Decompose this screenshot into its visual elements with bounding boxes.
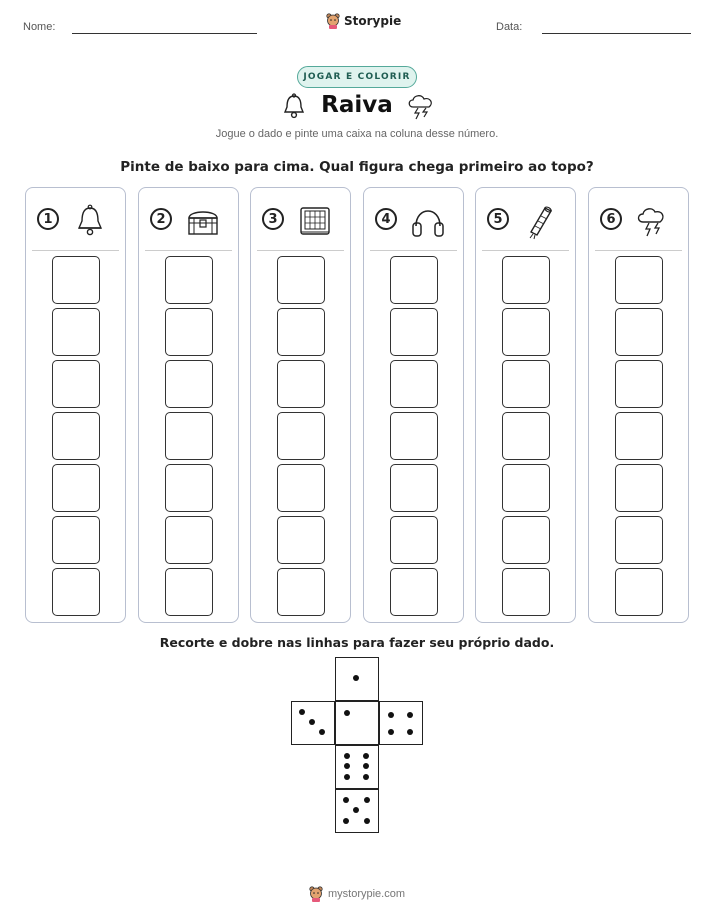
die-pip bbox=[309, 719, 315, 725]
bell-icon bbox=[71, 202, 109, 240]
color-box[interactable] bbox=[52, 360, 100, 408]
color-box[interactable] bbox=[165, 256, 213, 304]
color-box[interactable] bbox=[277, 568, 325, 616]
treasure-chest-icon bbox=[184, 202, 222, 240]
die-pip bbox=[353, 807, 359, 813]
die-pip bbox=[319, 729, 325, 735]
color-box[interactable] bbox=[390, 516, 438, 564]
color-box[interactable] bbox=[390, 256, 438, 304]
die-pip bbox=[344, 774, 350, 780]
die-pip bbox=[343, 818, 349, 824]
color-box[interactable] bbox=[165, 360, 213, 408]
die-pip bbox=[407, 729, 413, 735]
color-box[interactable] bbox=[615, 516, 663, 564]
color-box[interactable] bbox=[502, 464, 550, 512]
color-box[interactable] bbox=[390, 464, 438, 512]
die-pip bbox=[344, 763, 350, 769]
column-divider bbox=[257, 250, 344, 251]
bear-logo-icon bbox=[326, 13, 340, 29]
color-box[interactable] bbox=[615, 568, 663, 616]
color-box[interactable] bbox=[165, 412, 213, 460]
subtitle: Jogue o dado e pinte uma caixa na coluna desse número. bbox=[215, 128, 499, 140]
column-divider bbox=[32, 250, 119, 251]
name-line[interactable] bbox=[72, 33, 257, 34]
column-number: 4 bbox=[375, 208, 397, 230]
color-box[interactable] bbox=[52, 256, 100, 304]
footer bbox=[0, 886, 714, 902]
activity-badge: JOGAR E COLORIR bbox=[297, 66, 417, 88]
name-label: Nome: bbox=[23, 21, 56, 33]
color-box[interactable] bbox=[615, 360, 663, 408]
die-face-1 bbox=[335, 701, 379, 745]
column-1 bbox=[25, 187, 126, 623]
bear-logo-icon bbox=[309, 886, 323, 902]
die-pip bbox=[344, 753, 350, 759]
die-instruction: Recorte e dobre nas linhas para fazer seu próprio dado. bbox=[159, 635, 555, 650]
color-box[interactable] bbox=[165, 568, 213, 616]
color-box[interactable] bbox=[165, 516, 213, 564]
footer-url: mystorypie.com bbox=[327, 888, 406, 900]
color-box[interactable] bbox=[165, 464, 213, 512]
die-face-1 bbox=[335, 657, 379, 701]
color-box[interactable] bbox=[502, 516, 550, 564]
die-pip bbox=[363, 763, 369, 769]
die-pip bbox=[299, 709, 305, 715]
column-2 bbox=[138, 187, 239, 623]
column-3 bbox=[250, 187, 351, 623]
color-box[interactable] bbox=[615, 308, 663, 356]
column-number: 1 bbox=[37, 208, 59, 230]
column-number: 6 bbox=[600, 208, 622, 230]
instruction-text: Pinte de baixo para cima. Qual figura chega primeiro ao topo? bbox=[120, 159, 594, 175]
die-pip bbox=[364, 797, 370, 803]
color-box[interactable] bbox=[52, 464, 100, 512]
color-box[interactable] bbox=[390, 360, 438, 408]
die-pip bbox=[353, 675, 359, 681]
column-5 bbox=[475, 187, 576, 623]
color-box[interactable] bbox=[277, 256, 325, 304]
column-divider bbox=[145, 250, 232, 251]
date-line[interactable] bbox=[542, 33, 691, 34]
column-4 bbox=[363, 187, 464, 623]
die-pip bbox=[343, 797, 349, 803]
brand-name: Storypie bbox=[344, 14, 402, 28]
color-box[interactable] bbox=[390, 308, 438, 356]
die-pip bbox=[388, 729, 394, 735]
die-pip bbox=[363, 774, 369, 780]
die-pip bbox=[364, 818, 370, 824]
color-box[interactable] bbox=[615, 412, 663, 460]
column-6 bbox=[588, 187, 689, 623]
color-box[interactable] bbox=[52, 412, 100, 460]
column-number: 2 bbox=[150, 208, 172, 230]
column-divider bbox=[482, 250, 569, 251]
die-face-6 bbox=[335, 745, 379, 789]
die-pip bbox=[344, 710, 350, 716]
die-pip bbox=[388, 712, 394, 718]
color-box[interactable] bbox=[615, 256, 663, 304]
color-box[interactable] bbox=[277, 412, 325, 460]
color-box[interactable] bbox=[277, 308, 325, 356]
color-box[interactable] bbox=[502, 412, 550, 460]
page-title: Raiva bbox=[321, 92, 393, 118]
color-box[interactable] bbox=[502, 568, 550, 616]
color-box[interactable] bbox=[502, 256, 550, 304]
column-divider bbox=[370, 250, 457, 251]
die-face-5 bbox=[335, 789, 379, 833]
scroll-icon bbox=[521, 202, 559, 240]
column-number: 5 bbox=[487, 208, 509, 230]
die-pip bbox=[363, 753, 369, 759]
die-face-4 bbox=[379, 701, 423, 745]
color-box[interactable] bbox=[277, 516, 325, 564]
color-box[interactable] bbox=[52, 308, 100, 356]
storm-cloud-icon bbox=[405, 92, 437, 120]
puzzle-board-icon bbox=[296, 202, 334, 240]
headphones-icon bbox=[409, 202, 447, 240]
color-box[interactable] bbox=[615, 464, 663, 512]
color-box[interactable] bbox=[52, 516, 100, 564]
color-box[interactable] bbox=[52, 568, 100, 616]
color-box[interactable] bbox=[165, 308, 213, 356]
column-divider bbox=[595, 250, 682, 251]
color-box[interactable] bbox=[502, 308, 550, 356]
color-box[interactable] bbox=[390, 412, 438, 460]
color-box[interactable] bbox=[277, 464, 325, 512]
die-pip bbox=[407, 712, 413, 718]
color-box[interactable] bbox=[502, 360, 550, 408]
color-box[interactable] bbox=[390, 568, 438, 616]
color-box[interactable] bbox=[277, 360, 325, 408]
storm-cloud-icon bbox=[634, 202, 672, 240]
column-number: 3 bbox=[262, 208, 284, 230]
date-label: Data: bbox=[496, 21, 523, 33]
die-face-3 bbox=[291, 701, 335, 745]
brand-logo bbox=[326, 13, 401, 29]
